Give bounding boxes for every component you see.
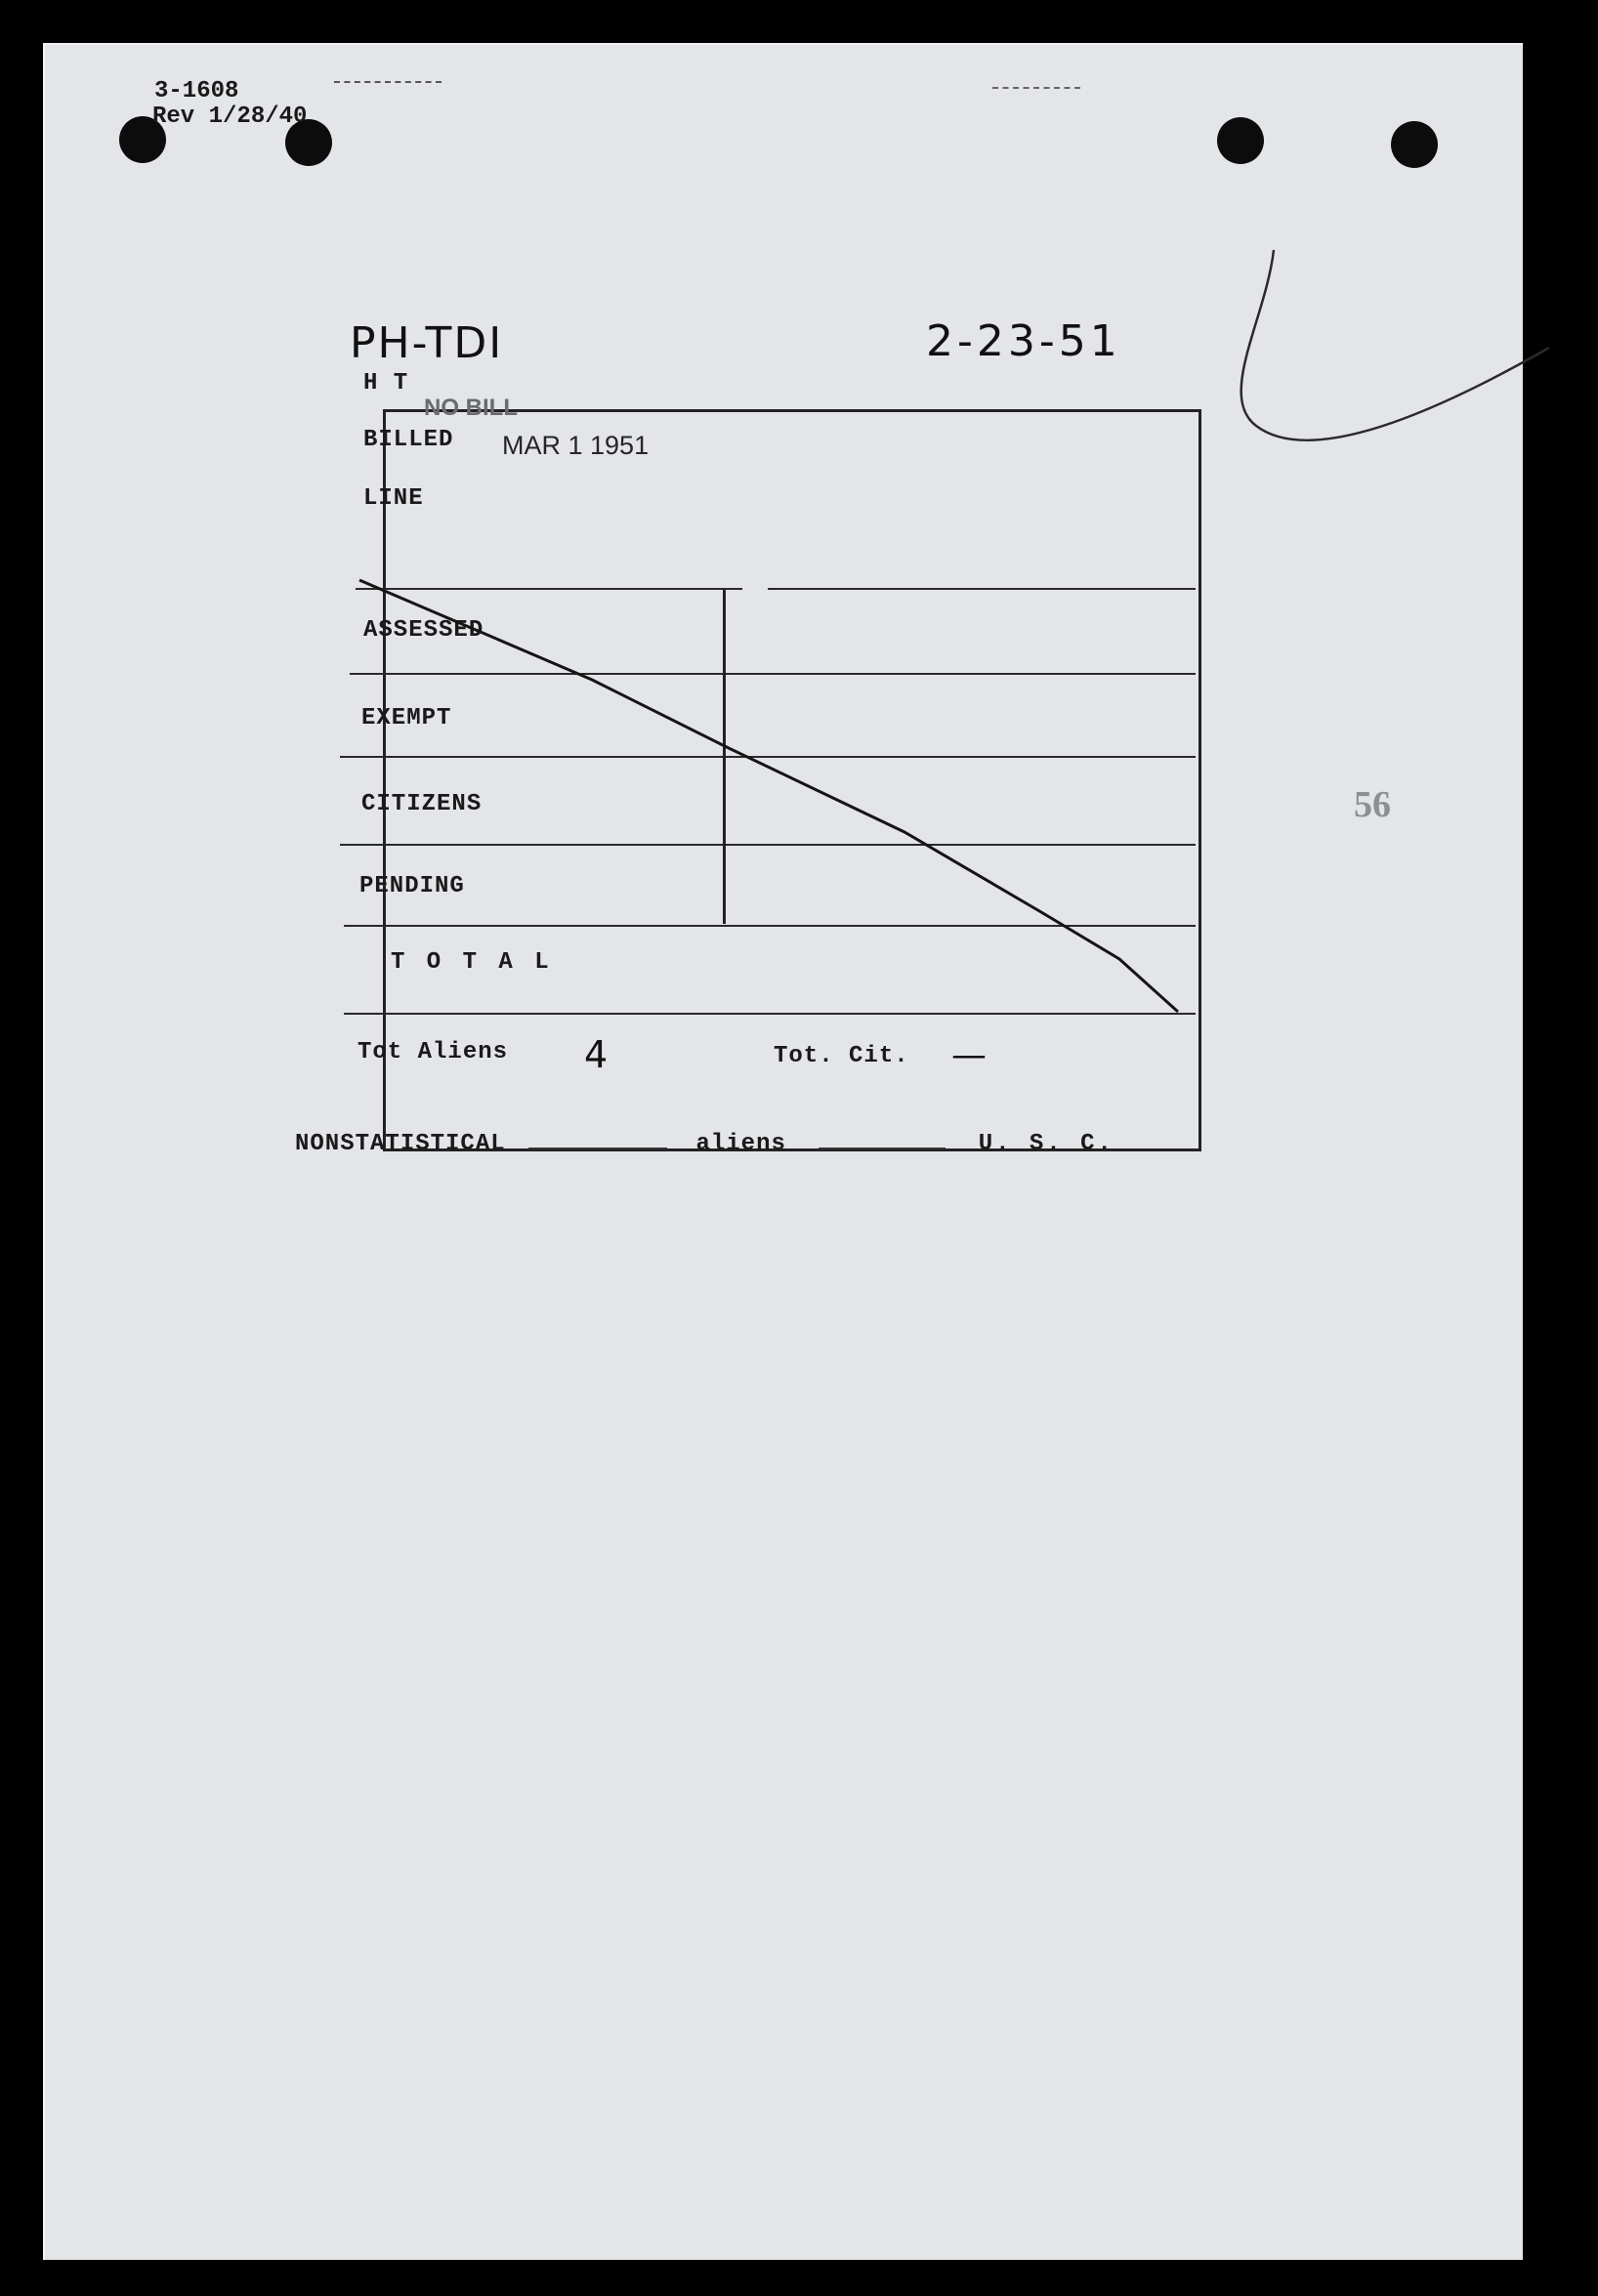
ht-label: H T xyxy=(363,370,409,397)
form-revision: Rev 1/28/40 xyxy=(152,104,308,130)
document-page xyxy=(43,43,1523,2260)
billed-date-stamp: MAR 1 1951 xyxy=(502,431,650,460)
page-number: 56 xyxy=(1354,784,1391,825)
handwritten-code: PH-TDI xyxy=(350,318,504,368)
tot-cit-label: Tot. Cit. xyxy=(774,1043,909,1069)
handwritten-date: 2-23-51 xyxy=(926,316,1121,366)
row-label-assessed: ASSESSED xyxy=(363,617,484,644)
form-number: 3-1608 xyxy=(154,78,239,104)
nonstatistical-label: NONSTATISTICAL xyxy=(295,1131,506,1157)
stray-mark xyxy=(992,87,1080,89)
tot-aliens-label: Tot Aliens xyxy=(357,1039,509,1065)
aliens-label: aliens xyxy=(695,1131,786,1157)
stray-mark xyxy=(334,81,442,83)
line-label: LINE xyxy=(363,485,424,512)
billed-label: BILLED xyxy=(363,427,454,453)
row-label-pending: PENDING xyxy=(359,873,465,899)
total-label: T O T A L xyxy=(391,949,553,976)
row-label-exempt: EXEMPT xyxy=(361,705,452,731)
no-bill-stamp: NO BILL xyxy=(424,395,518,421)
nonstatistical-line xyxy=(295,1131,1114,1157)
strike-through-line xyxy=(45,45,1523,1217)
aliens-blank xyxy=(819,1148,946,1149)
usc-label: U. S. C. xyxy=(978,1131,1114,1157)
tot-aliens-value: 4 xyxy=(584,1033,609,1076)
row-label-citizens: CITIZENS xyxy=(361,791,483,817)
tot-cit-value: — xyxy=(951,1035,987,1075)
nonstatistical-blank xyxy=(528,1148,667,1149)
